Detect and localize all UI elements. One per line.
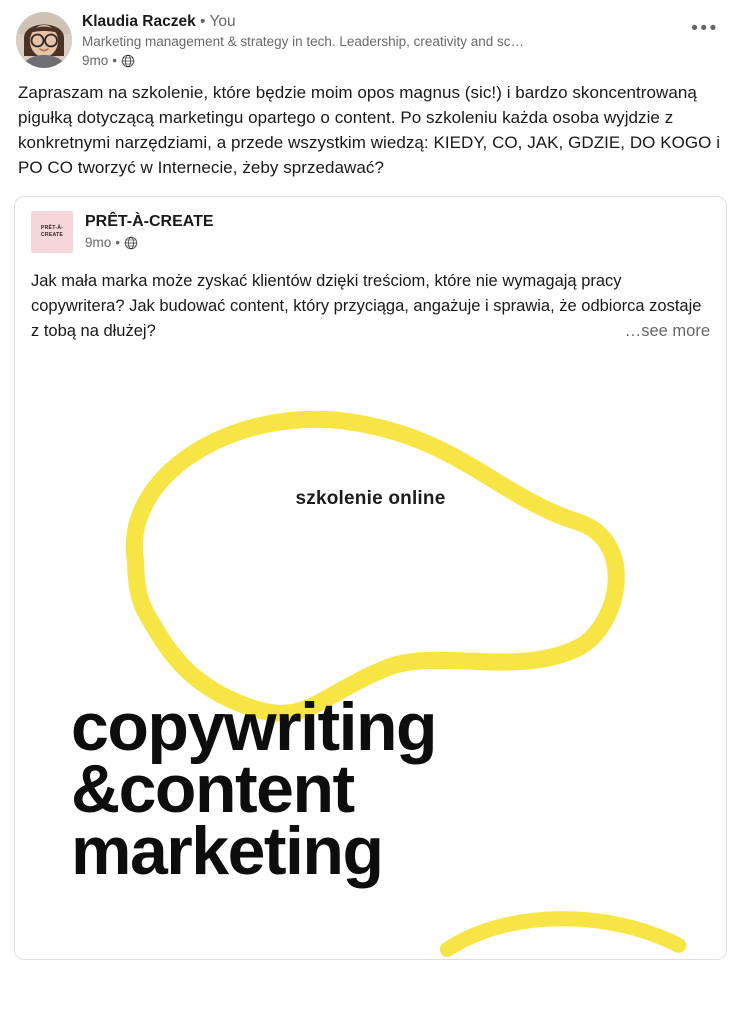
reshared-post[interactable] [14, 196, 727, 960]
image-caption-small: szkolenie online [295, 488, 446, 509]
post-commentary-text: Zapraszam na szkolenie, które będzie moim opos magnus (sic!) i bardzo skoncentrowaną pigułką dotyczącą marketingu opartego o content. Po szkoleniu każda osoba wyjdzie z konkretnymi narzędziami, a przede wszystkim wiedzą: KIEDY, CO, JAK, GDZIE, DO KOGO i PO CO tworzyć w Internecie, żeby sprzedawać? [18, 83, 721, 177]
reshared-post-text: Jak mała marka może zyskać klientów dzięki treściom, które nie wymagają pracy copywritera? Jak budować content, który przyciąga, angażuje i sprawia, że odbiorca zostaje z tobą na dłużej? [31, 272, 702, 340]
image-title [71, 689, 437, 889]
image-title-line-2: &content [71, 751, 354, 827]
post-more-options-button[interactable]: ••• [691, 17, 719, 39]
post-author-block [72, 12, 685, 70]
globe-icon [121, 54, 135, 68]
avatar[interactable] [16, 12, 72, 68]
image-title-line-1: copywriting [71, 689, 437, 765]
author-line [82, 12, 685, 32]
globe-icon [124, 236, 138, 250]
reshared-post-header [15, 197, 726, 255]
author-relationship: You [209, 13, 236, 30]
author-separator: • [200, 13, 206, 30]
reshared-company-name[interactable]: PRÊT-À-CREATE [85, 213, 214, 230]
reshared-meta-separator: • [115, 235, 120, 250]
reshared-company-logo-text: PRÊT-À-CREATE [40, 225, 64, 238]
reshared-company-logo[interactable] [31, 211, 73, 253]
post-time: 9mo [82, 53, 109, 68]
post-meta-separator: • [112, 53, 117, 68]
image-title-line-3: marketing [71, 813, 383, 889]
reshared-post-body [15, 255, 726, 346]
reshared-post-image[interactable] [15, 346, 726, 959]
post-header [0, 0, 741, 74]
reshared-post-time: 9mo [85, 235, 112, 250]
post-meta [82, 52, 685, 70]
reshared-author-block [73, 211, 710, 252]
reshared-post-meta [85, 234, 710, 252]
see-more-button[interactable]: …see more [624, 322, 710, 340]
author-headline: Marketing management & strategy in tech. Leadership, creativity and sc… [82, 34, 524, 49]
author-name[interactable]: Klaudia Raczek [82, 13, 196, 30]
